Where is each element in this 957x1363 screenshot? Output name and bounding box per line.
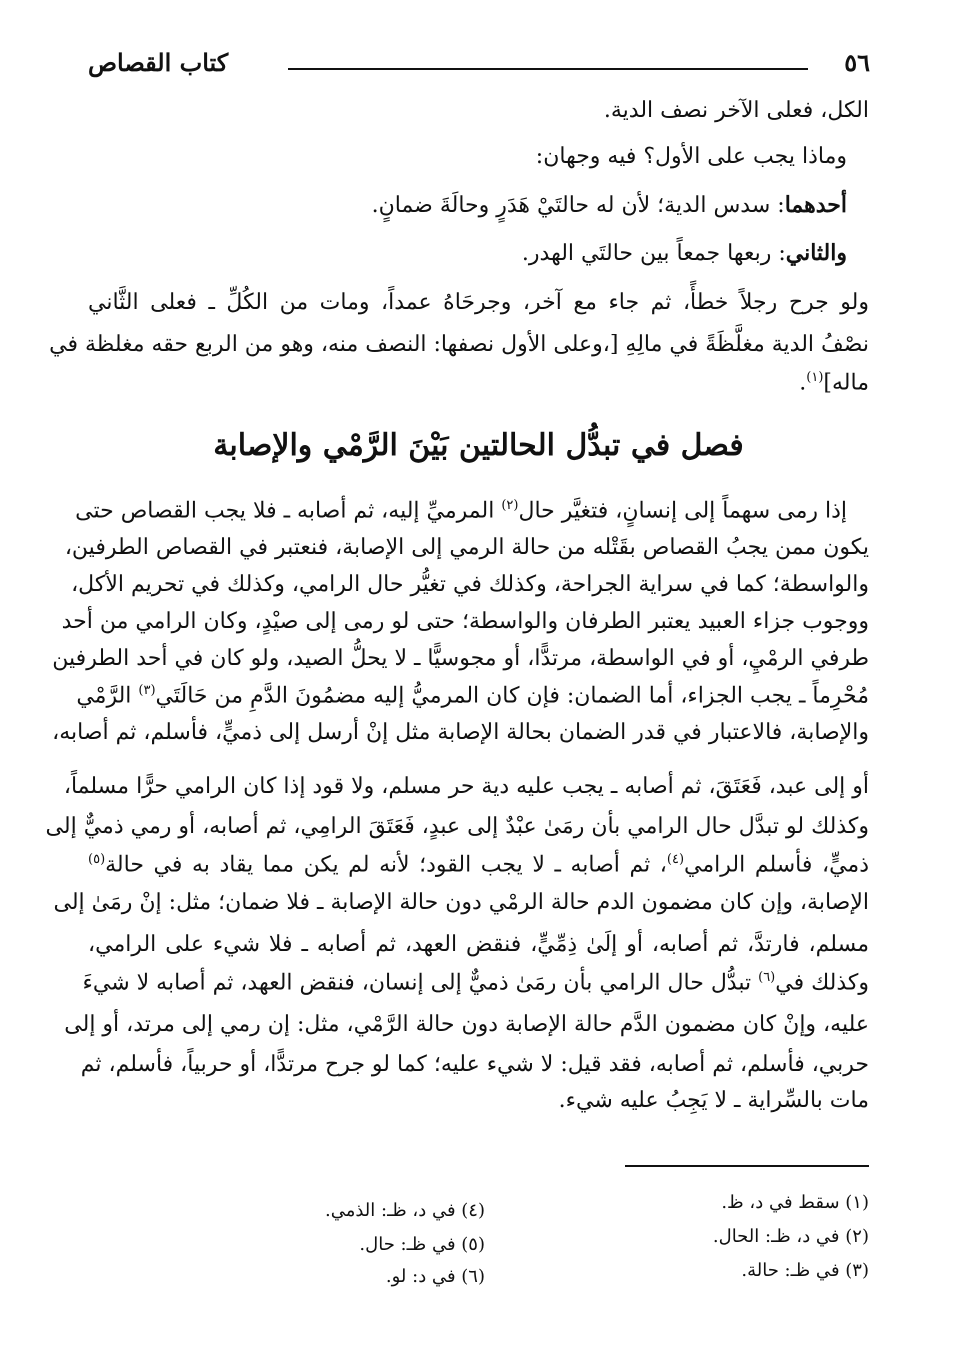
footnote: (٤) في د، ظـ: الذمي. <box>324 1200 485 1221</box>
page-number: ٥٦ <box>844 48 870 77</box>
text-line: حربي، فأسلم، ثم أصابه، فقد قيل: لا شيء عليه؛ كما لو جرح مرتدًّا، أو حربياً، فأسلم، ثم <box>80 1052 869 1077</box>
footnote-marker: (٤) <box>666 852 685 867</box>
text-line: عليه، وإنْ كان مضمون الدَّم حالة الإصابة دون حالة الرَّمْي، مثل: إن رمي إلى مرتد، أو إلى <box>64 1012 869 1037</box>
footnote-marker: (٦) <box>758 970 776 985</box>
term-second: والثاني <box>785 240 847 266</box>
text-line: الكل، فعلى الآخر نصف الدية. <box>603 98 869 123</box>
footnote: (٣) في ظـ: حالة. <box>741 1260 869 1281</box>
text-line: والواسطة؛ كما في سراية الجراحة، وكذلك في تغيُّر حال الرامي، وكذلك في تحريم الأكل، <box>71 572 869 597</box>
footnote: (٦) في د: لو. <box>385 1266 485 1287</box>
text-line: ولو جرح رجلاً خطأً، ثم جاء مع آخر، وجرحَاهُ عمداً، ومات من الكُلِّ ـ فعلى الثَّاني <box>88 290 869 315</box>
header-rule <box>288 68 808 70</box>
text-line: مُحْرِماً ـ يجب الجزاء، أما الضمان: فإن كان المرميُّ إليه مضمُونَ الدَّمِ من حَالَتَي$^{(٣)}$ الرَّمْي <box>76 683 869 709</box>
text-line: ووجوب جزاء العبيد يعتبر الطرفان والواسطة؛ حتى لو رمى إلى صيْدٍ، وكان الرامي من أحد <box>61 609 869 634</box>
footnote: (١) سقط في د، ظ. <box>721 1192 869 1213</box>
text-line: وكذلك لو تبدَّل حال الرامي بأن رمَىٰ عبْدٌ إلى عبدٍ، فَعَتَقَ الرامِي، ثم أصابه، أو رمي ذميٌّ إلى <box>45 814 869 839</box>
text-line: أحدهما: سدس الدية؛ لأن له حالتَيْ هَدَرٍ وحالَةَ ضمانٍ. <box>371 192 847 218</box>
footnote-marker: (١) <box>806 370 824 385</box>
footnote-rule <box>625 1165 869 1167</box>
text-line: مسلم، فارتدَّ، ثم أصابه، أو إلَىٰ ذِمِّيٍّ، فنقض العهد، ثم أصابه ـ فلا شيء على الرامي، <box>88 932 869 957</box>
text-line: ماله]$^{(١)}$. <box>799 370 869 396</box>
section-heading: فصل في تبدُّل الحالتين بَيْنَ الرَّمْي والإصابة <box>213 428 744 463</box>
footnote: (٢) في د، ظـ: الحال. <box>712 1226 869 1247</box>
text-line: يكون ممن يجبُ القصاص بقَتْله من حالة الرمي إلى الإصابة، فنعتبر في القصاص الطرفين، <box>64 535 869 560</box>
running-title: كتاب القصاص <box>88 48 229 77</box>
text-line: والإصابة، فالاعتبار في قدر الضمان بحالة الإصابة مثل إنْ أرسل إلى ذميٍّ، فأسلم، ثم أصابه، <box>52 720 869 745</box>
term-first: أحدهما <box>784 192 847 218</box>
text-line: نصْفُ الدية مغلَّظَةً في مالِهِ [،وعلى الأول نصفها: النصف منه، وهو من الربع حقه مغلظة في <box>49 332 869 357</box>
text-line: طرفي الرمْيِ، أو في الواسطة، مرتدًّا، أو مجوسيًّا ـ لا يحلُّ الصيد، ولو كان في أحد الطرفين <box>52 646 869 671</box>
text-line: ذميٍّ، فأسلم الرامي$^{(٤)}$، ثم أصابه ـ لا يجب القود؛ لأنه لم يكن مما يقاد به في حالة$^{(٥)}$ <box>88 852 869 878</box>
text-line: وماذا يجب على الأول؟ فيه وجهان: <box>535 144 847 169</box>
footnote-marker: (٣) <box>138 683 156 698</box>
footnote: (٥) في ظـ: حال. <box>359 1234 485 1255</box>
text-line: وكذلك في$^{(٦)}$ تبدُّل حال الرامي بأن رمَىٰ ذميٌّ إلى إنسان، فنقض العهد، ثم أصابه لا شيءَ <box>82 970 869 996</box>
text-line: أو إلى عبد، فَعَتَقَ، ثم أصابه ـ يجب عليه دية حر مسلم، ولا قود إذا كان الرامي حرًّا مسلماً، <box>63 774 869 799</box>
text-line: إذا رمى سهماً إلى إنسانٍ، فتغيَّر حال$^{(٢)}$ المرميِّ إليه، ثم أصابه ـ فلا يجب القصاص حتى <box>75 498 847 524</box>
text-line: مات بالسِّراية ـ لا يَجِبُ عليه شيء. <box>558 1088 869 1113</box>
text-line: الإصابة، وإن كان مضمون الدم حالة الرمْي دون حالة الإصابة ـ فلا ضمان؛ مثل: إنْ رمَىٰ إلى <box>53 890 869 915</box>
text-line: والثاني: ربعها جمعاً بين حالتَي الهدر. <box>521 240 847 266</box>
footnote-marker: (٢) <box>501 498 519 513</box>
page-header <box>88 48 870 84</box>
footnote-marker: (٥) <box>88 852 106 867</box>
